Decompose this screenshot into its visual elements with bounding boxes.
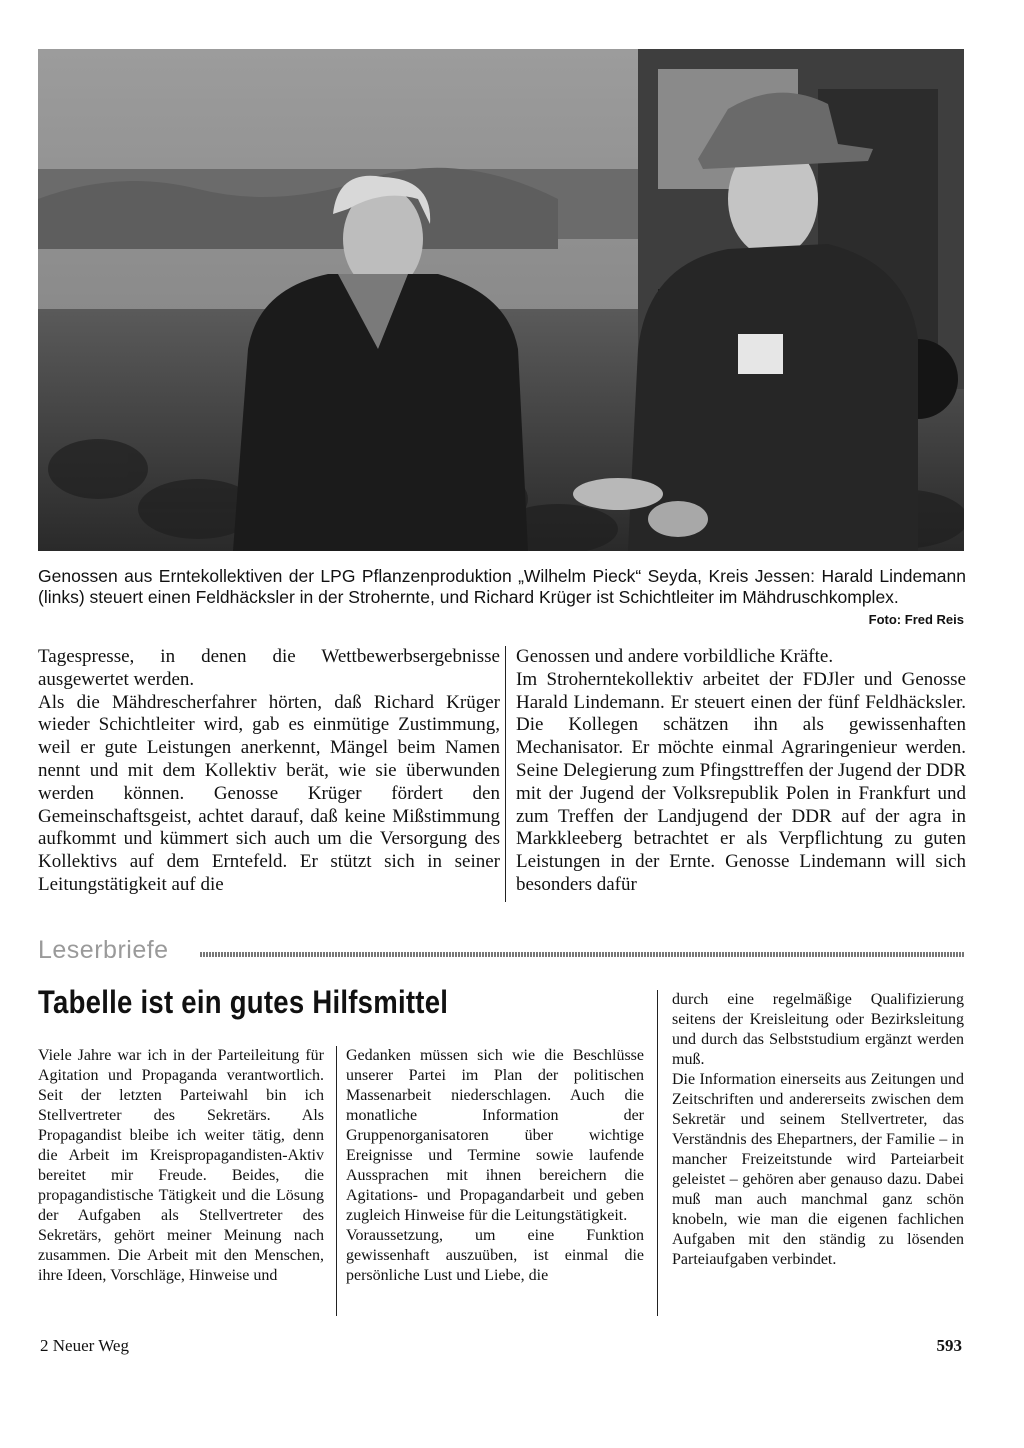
article-paragraph: Genossen und andere vorbildliche Kräfte. <box>516 646 834 667</box>
page-footer-publication: 2 Neuer Weg <box>40 1336 129 1355</box>
letter-column-3 <box>672 990 964 1270</box>
letter-paragraph: Voraussetzung, um eine Funktion gewissenhaft auszuüben, ist einmal die persönliche Lust und Liebe, die <box>346 1227 644 1284</box>
letter-column-1 <box>38 1046 324 1286</box>
letter-headline: Tabelle ist ein gutes Hilfsmittel <box>38 984 449 1020</box>
letter-paragraph: durch eine regelmäßige Qualifizierung seitens der Kreisleitung oder Bezirksleitung und durch das Selbststudium ergänzt werden muß. <box>672 991 964 1068</box>
column-divider <box>505 646 506 902</box>
section-rule <box>200 952 964 957</box>
photo-caption: Genossen aus Erntekollektiven der LPG Pflanzenproduktion „Wilhelm Pieck“ Seyda, Kreis Jessen: Harald Lindemann (links) steuert einen Feldhäcksler in der Strohernte, und Richard Krüger ist Schichtleiter im Mähdruschkomplex. <box>38 566 966 607</box>
article-paragraph: Tagespresse, in denen die Wettbewerbsergebnisse ausgewertet werden. <box>38 646 500 690</box>
letter-paragraph: Die Information einerseits aus Zeitungen und Zeitschriften und andererseits zwischen dem Sekretär und seinem Stellvertreter, das Verständnis des Ehepartners, der Familie – in mancher Freizeitstunde wird Parteiarbeit geleistet – gehören aber genauso dazu. Dabei muß man auch manchmal ganz schön knobeln, wie man die eigenen fachlichen Aufgaben mit den ständig zu lösenden Parteiaufgaben verbindet. <box>672 1071 964 1268</box>
column-divider <box>657 990 658 1316</box>
letter-paragraph: Viele Jahre war ich in der Parteileitung für Agitation und Propaganda verantwortlich. Seit der letzten Parteiwahl bin ich Stellvertreter des Sekretärs. Als Propagandist bleibe ich weiter tätig, denn die Arbeit im Kreispropagandisten-Aktiv bereitet mir Freude. Beides, die propagandistische Tätigkeit und die Lösung der Aufgaben als Stellvertreter des Sekretärs, gehört meiner Meinung nach zusammen. Die Arbeit mit den Menschen, ihre Ideen, Vorschläge, Hinweise und <box>38 1047 324 1284</box>
article-paragraph: Im Stroherntekollektiv arbeitet der FDJler und Genosse Harald Lindemann. Er steuert einen der fünf Feldhäcksler. Die Kollegen schätzen ihn als gewissenhaften Mechanisator. Er möchte einmal Agraringenieur werden. Seine Delegierung zum Pfingsttreffen der Jugend der DDR mit der Jugend der Volksrepublik Polen in Frankfurt und zum Treffen der Landjugend der DDR auf der agra in Markkleeberg betrachtet er als Verpflichtung zu guten Leistungen in der Ernte. Genosse Lindemann will sich besonders dafür <box>516 668 966 895</box>
column-divider <box>336 1046 337 1316</box>
photo-credit: Foto: Fred Reis <box>868 612 964 627</box>
article-column-right <box>516 646 966 897</box>
page-number: 593 <box>936 1336 962 1355</box>
letter-column-2 <box>346 1046 644 1286</box>
letter-paragraph: Gedanken müssen sich wie die Beschlüsse unserer Partei im Plan der politischen Massenarbeit niederschlagen. Auch die monatliche Information der Gruppenorganisatoren über wichtige Ereignisse und Termine sowie laufende Aussprachen mit ihnen bereichern die Agitations- und Propagandarbeit und geben zugleich Hinweise für die Leitungstätigkeit. <box>346 1047 644 1224</box>
article-photo <box>38 49 964 551</box>
field-scene-illustration <box>38 49 964 551</box>
article-paragraph: Als die Mähdrescherfahrer hörten, daß Richard Krüger wieder Schichtleiter wird, gab es einmütige Zustimmung, weil er gute Leistungen anerkennt, Mängel beim Namen nennt und mit dem Kollektiv berät, wie sie überwunden werden können. Genosse Krüger fördert den Gemeinschaftsgeist, achtet darauf, daß keine Mißstimmung aufkommt und kümmert sich auch um die Versorgung des Kollektivs auf dem Erntefeld. Er stützt sich in seiner Leitungstätigkeit auf die <box>38 691 500 895</box>
article-column-left <box>38 646 500 897</box>
section-label: Leserbriefe <box>38 936 169 964</box>
